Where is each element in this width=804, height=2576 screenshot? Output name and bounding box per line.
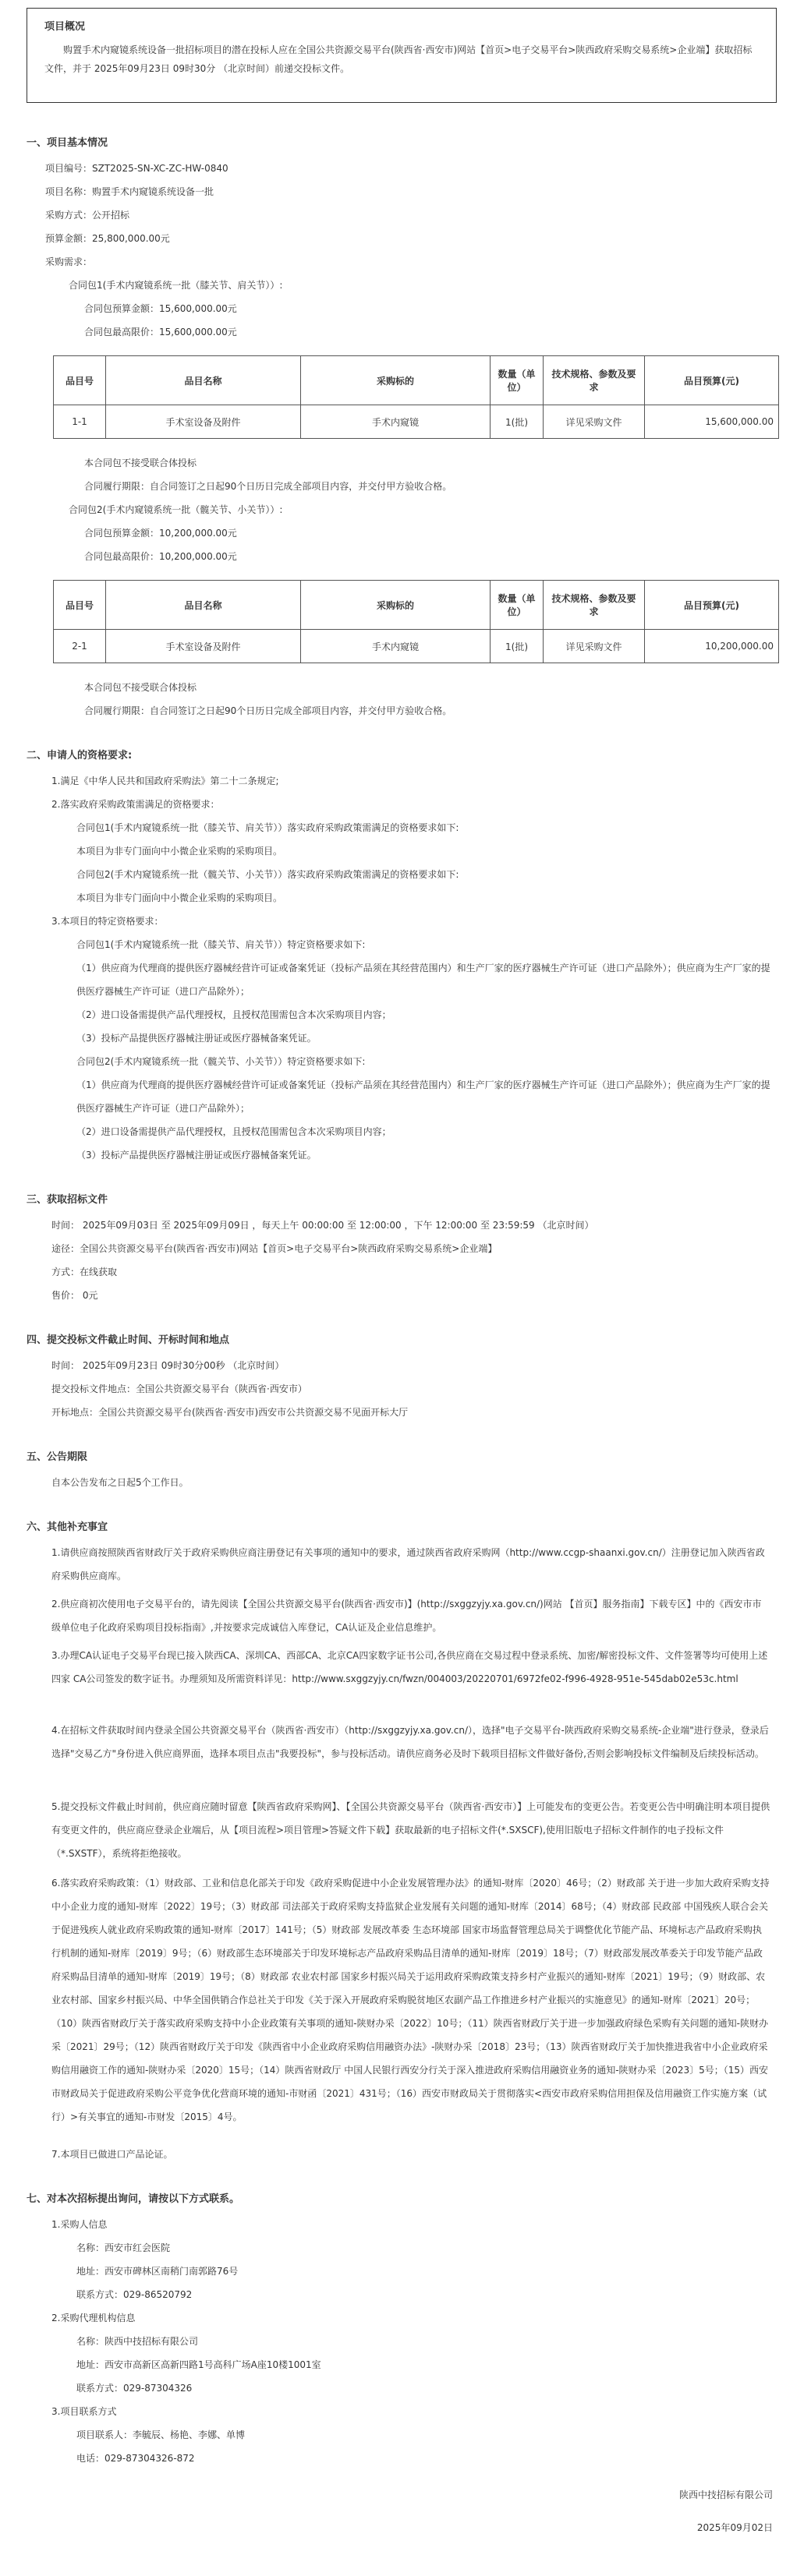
project-contact-heading: 3.项目联系方式 <box>51 2406 117 2417</box>
qualification-line: 3.本项目的特定资格要求： <box>51 916 164 927</box>
header-budget: 品目预算(元) <box>645 581 779 630</box>
procurement-policy-list: 6.落实政府采购政策：（1）财政部、工业和信息化部关于印发《政府采购促进中小企业发展管理办法》的通知-财库〔2020〕46号；（2）财政部 关于进一步加大政府采购支持中小企业力度的通知-财库〔2022〕19号；（3）财政部 司法部关于政府采购支持监狱企业发展有关问题的通知-财库〔2014〕68号；（4）财政部 民政部 中国残疾人联合会关于促进残疾人就业政府采购政策的通知-财库〔2017〕141号；（5）财政部 发展改革委 生态环境部 国家市场监督管理总局关于调整优化节能产品、环境标志产品政府采购执行机制的通知-财库〔2019〕9号；（6）财政部生态环境部关于印发环境标志产品政府采购品目清单的通知-财库〔2019〕18号；（7）财政部发展改革委关于印发节能产品政府采购品目清单的通知-财库〔2019〕19号；（8）财政部 农业农村部 国家乡村振兴局关于运用政府采购政策支持乡村产业振兴的通知-财库〔2021〕19号；（9）财政部、农业农村部、国家乡村振兴局、中华全国供销合作总社关于印发《关于深入开展政府采购脱贫地区农副产品工作推进乡村产业振兴的实施意见》的通知-财库〔2021〕20号；（10）陕西省财政厅关于落实政府采购支持中小企业政策有关事项的通知-陕财办采〔2022〕10号；（11）陕西省财政厅关于进一步加强政府绿色采购有关问题的通知-陕财办采〔2021〕29号；（12）陕西省财政厅关于印发《陕西省中小企业政府采购信用融资办法》-陕财办采〔2018〕23号；（13）陕西省财政厅关于加快推进我省中小企业政府采购信用融资工作的通知-陕财办采〔2020〕15号；（14）陕西省财政厅 中国人民银行西安分行关于深入推进政府采购信用融资业务的通知-陕财办采〔2023〕5号；（15）西安市财政局关于促进政府采购公平竞争优化营商环境的通知-市财函〔2021〕431号；（16）西安市财政局关于贯彻落实<西安市政府采购信用担保及信用融资工作实施方案（试行）>有关事宜的通知-市财发〔2015〕4号。 <box>51 1878 770 2122</box>
supplement-item-1: 1.请供应商按照陕西省财政厅关于政府采购供应商注册登记有关事项的通知中的要求，通过陕西省政府采购网（http://www.ccgp-shaanxi.gov.cn/）注册登记加入陕西省政府采购供应商库。 <box>51 1547 765 1581</box>
overview-title: 项目概况 <box>44 21 86 33</box>
deadline-time: 时间： 2025年09月23日 09时30分00秒 （北京时间） <box>51 1360 285 1371</box>
section5-title: 五、公告期限 <box>27 1451 88 1463</box>
lot2-requirement-2: （2）进口设备需提供产品代理授权，且授权范围需包含本次采购项目内容； <box>76 1126 391 1137</box>
header-budget: 品目预算(元) <box>645 356 779 405</box>
agent-phone: 联系方式：029-87304326 <box>76 2383 193 2394</box>
header-specs: 技术规格、参数及要求 <box>544 356 645 405</box>
lot1-max-price: 合同包最高限价：15,600,000.00元 <box>84 327 237 337</box>
lot2-budget: 合同包预算金额：10,200,000.00元 <box>84 528 237 539</box>
cell-item-no: 1-1 <box>54 405 106 439</box>
header-item-no: 品目号 <box>54 581 106 630</box>
qualification-line: 合同包1(手术内窥镜系统一批（膝关节、肩关节））特定资格要求如下: <box>76 939 366 950</box>
supplement-item-2: 2.供应商初次使用电子交易平台的，请先阅读【全国公共资源交易平台(陕西省·西安市)】(http://sxggzyjy.xa.gov.cn/)网站 【首页】服务指南】下载专区】中的《西安市市级单位电子化政府采购项目投标指南》,并按要求完成诚信入库登记，CA认证及企业信息维护。 <box>51 1599 762 1633</box>
procurement-method: 采购方式：公开招标 <box>45 210 130 221</box>
project-number: 项目编号：SZT2025-SN-XC-ZC-HW-0840 <box>45 163 228 174</box>
signature-date: 2025年09月02日 <box>696 2522 773 2533</box>
buyer-info-heading: 1.采购人信息 <box>51 2219 108 2230</box>
cell-item-no: 2-1 <box>54 630 106 663</box>
header-quantity: 数量（单位） <box>491 356 544 405</box>
table-row <box>54 405 779 439</box>
lot2-requirement-1: （1）供应商为代理商的提供医疗器械经营许可证或备案凭证（投标产品须在其经营范围内）和生产厂家的医疗器械生产许可证（进口产品除外）；供应商为生产厂家的提供医疗器械生产许可证（进口产品除外）； <box>76 1080 770 1114</box>
lot2-title: 合同包2(手术内窥镜系统一批（髋关节、小关节））: <box>69 504 283 515</box>
project-contact-person: 项目联系人：李毓辰、杨艳、李娜、单博 <box>76 2429 246 2440</box>
lot2-table <box>53 580 779 663</box>
qualification-line: 合同包1(手术内窥镜系统一批（膝关节、肩关节））落实政府采购政策需满足的资格要求如下: <box>76 822 459 833</box>
obtain-method: 方式：在线获取 <box>51 1267 118 1277</box>
lot1-table <box>53 355 779 439</box>
opening-place: 开标地点：全国公共资源交易平台(陕西省·西安市)西安市公共资源交易不见面开标大厅 <box>51 1407 409 1418</box>
supplement-item-5: 5.提交投标文件截止时间前，供应商应随时留意【陕西省政府采购网】、【全国公共资源交易平台（陕西省·西安市）】上可能发布的变更公告。若变更公告中明确注明本项目提供有变更文件的，供应商应登录企业端后，从【项目流程>项目管理>答疑文件下载】获取最新的电子招标文件(*.SXSCF),使用旧版电子招标文件制作的电子投标文件（*.SXSTF），系统将拒绝接收。 <box>51 1801 770 1859</box>
cell-budget: 10,200,000.00 <box>645 630 779 663</box>
qualification-line: 1.满足《中华人民共和国政府采购法》第二十二条规定; <box>51 776 279 786</box>
supplement-item-4: 4.在招标文件获取时间内登录全国公共资源交易平台（陕西省·西安市）（http://sxggzyjy.xa.gov.cn/），选择"电子交易平台-陕西政府采购交易系统-企业端"进行登录，登录后选择"交易乙方"身份进入供应商界面，选择本项目点击"我要投标"，参与投标活动。请供应商务必及时下载项目招标文件做好备份,否则会影响投标文件编制及后续投标活动。 <box>51 1725 769 1759</box>
header-item-name: 品目名称 <box>106 581 301 630</box>
lot1-requirement-3: （3）投标产品提供医疗器械注册证或医疗器械备案凭证。 <box>76 1033 317 1044</box>
header-item-no: 品目号 <box>54 356 106 405</box>
cell-specs: 详见采购文件 <box>544 405 645 439</box>
procurement-demand-label: 采购需求： <box>45 256 93 267</box>
project-contact-phone: 电话：029-87304326-872 <box>76 2453 195 2464</box>
section2-title: 二、申请人的资格要求: <box>27 750 133 761</box>
header-quantity: 数量（单位） <box>491 581 544 630</box>
supplement-item-3: 3.办理CA认证电子交易平台现已接入陕西CA、深圳CA、西部CA、北京CA四家数字证书公司,各供应商在交易过程中登录系统、加密/解密投标文件、文件签署等均可使用上述四家 CA公司签发的数字证书。办理须知及所需资料详见：http://www.sxggzyjy.cn/fwzn/004003/20220701/6972fe02-f996-4928-951e-545dab02e53c.html <box>51 1650 768 1684</box>
header-specs: 技术规格、参数及要求 <box>544 581 645 630</box>
lot2-contract-period: 合同履行期限：自合同签订之日起90个日历日完成全部项目内容，并交付甲方验收合格。 <box>84 705 452 716</box>
table-header-row <box>54 581 779 630</box>
signature-org: 陕西中技招标有限公司 <box>678 2489 773 2500</box>
header-item-name: 品目名称 <box>106 356 301 405</box>
table-row <box>54 630 779 663</box>
lot1-contract-period: 合同履行期限：自合同签订之日起90个日历日完成全部项目内容，并交付甲方验收合格。 <box>84 481 452 492</box>
agent-info-heading: 2.采购代理机构信息 <box>51 2313 136 2323</box>
cell-item-name: 手术室设备及附件 <box>106 630 301 663</box>
qualification-line: 本项目为非专门面向中小微企业采购的采购项目。 <box>76 892 283 903</box>
lot1-requirement-2: （2）进口设备需提供产品代理授权，且授权范围需包含本次采购项目内容； <box>76 1009 391 1020</box>
qualification-line: 本项目为非专门面向中小微企业采购的采购项目。 <box>76 846 283 857</box>
lot2-no-joint-bid: 本合同包不接受联合体投标 <box>84 682 197 693</box>
lot1-no-joint-bid: 本合同包不接受联合体投标 <box>84 458 197 468</box>
section4-title: 四、提交投标文件截止时间、开标时间和地点 <box>27 1334 230 1346</box>
lot2-requirement-title: 合同包2(手术内窥镜系统一批（髋关节、小关节））特定资格要求如下: <box>76 1056 366 1067</box>
buyer-name: 名称：西安市红会医院 <box>76 2242 171 2253</box>
lot2-max-price: 合同包最高限价：10,200,000.00元 <box>84 551 237 562</box>
cell-subject: 手术内窥镜 <box>301 405 491 439</box>
section7-title: 七、对本次招标提出询问，请按以下方式联系。 <box>27 2193 240 2205</box>
cell-quantity: 1(批) <box>491 405 544 439</box>
header-subject: 采购标的 <box>301 356 491 405</box>
agent-address: 地址：西安市高新区高新四路1号高科广场A座10楼1001室 <box>76 2359 321 2370</box>
project-overview-box <box>27 8 777 103</box>
section6-title: 六、其他补充事宜 <box>27 1521 108 1533</box>
header-subject: 采购标的 <box>301 581 491 630</box>
buyer-address: 地址：西安市碑林区南稍门南郭路76号 <box>76 2266 239 2277</box>
budget-amount: 预算金额：25,800,000.00元 <box>45 233 170 244</box>
submission-place: 提交投标文件地点：全国公共资源交易平台（陕西省·西安市） <box>51 1383 307 1394</box>
obtain-time: 时间： 2025年09月03日 至 2025年09月09日 ，每天上午 00:00:00 至 12:00:00 ，下午 12:00:00 至 23:59:59 （北京时间） <box>51 1220 594 1231</box>
overview-text: 购置手术内窥镜系统设备一批招标项目的潜在投标人应在全国公共资源交易平台(陕西省·西安市)网站【首页>电子交易平台>陕西政府采购交易系统>企业端】获取招标文件，并于 2025年09月23日 09时30分 （北京时间）前递交投标文件。 <box>44 44 753 74</box>
notice-period: 自本公告发布之日起5个工作日。 <box>51 1477 189 1488</box>
lot2-requirement-3: （3）投标产品提供医疗器械注册证或医疗器械备案凭证。 <box>76 1150 317 1161</box>
cell-budget: 15,600,000.00 <box>645 405 779 439</box>
cell-subject: 手术内窥镜 <box>301 630 491 663</box>
project-name: 项目名称：购置手术内窥镜系统设备一批 <box>45 186 214 197</box>
import-note: 7.本项目已做进口产品论证。 <box>51 2149 173 2160</box>
obtain-route: 途径：全国公共资源交易平台(陕西省·西安市)网站【首页>电子交易平台>陕西政府采购交易系统>企业端】 <box>51 1243 498 1254</box>
cell-quantity: 1(批) <box>491 630 544 663</box>
agent-name: 名称：陕西中技招标有限公司 <box>76 2336 199 2347</box>
section1-title: 一、项目基本情况 <box>27 137 108 149</box>
qualification-line: 2.落实政府采购政策需满足的资格要求： <box>51 799 220 810</box>
lot1-budget: 合同包预算金额：15,600,000.00元 <box>84 303 237 314</box>
buyer-phone: 联系方式：029-86520792 <box>76 2289 193 2300</box>
cell-specs: 详见采购文件 <box>544 630 645 663</box>
section3-title: 三、获取招标文件 <box>27 1194 108 1206</box>
cell-item-name: 手术室设备及附件 <box>106 405 301 439</box>
lot1-title: 合同包1(手术内窥镜系统一批（膝关节、肩关节））: <box>69 280 283 291</box>
table-header-row <box>54 356 779 405</box>
lot1-requirement-1: （1）供应商为代理商的提供医疗器械经营许可证或备案凭证（投标产品须在其经营范围内）和生产厂家的医疗器械生产许可证（进口产品除外）；供应商为生产厂家的提供医疗器械生产许可证（进口产品除外）； <box>76 963 770 997</box>
qualification-line: 合同包2(手术内窥镜系统一批（髋关节、小关节））落实政府采购政策需满足的资格要求如下: <box>76 869 459 880</box>
obtain-price: 售价： 0元 <box>51 1290 98 1301</box>
